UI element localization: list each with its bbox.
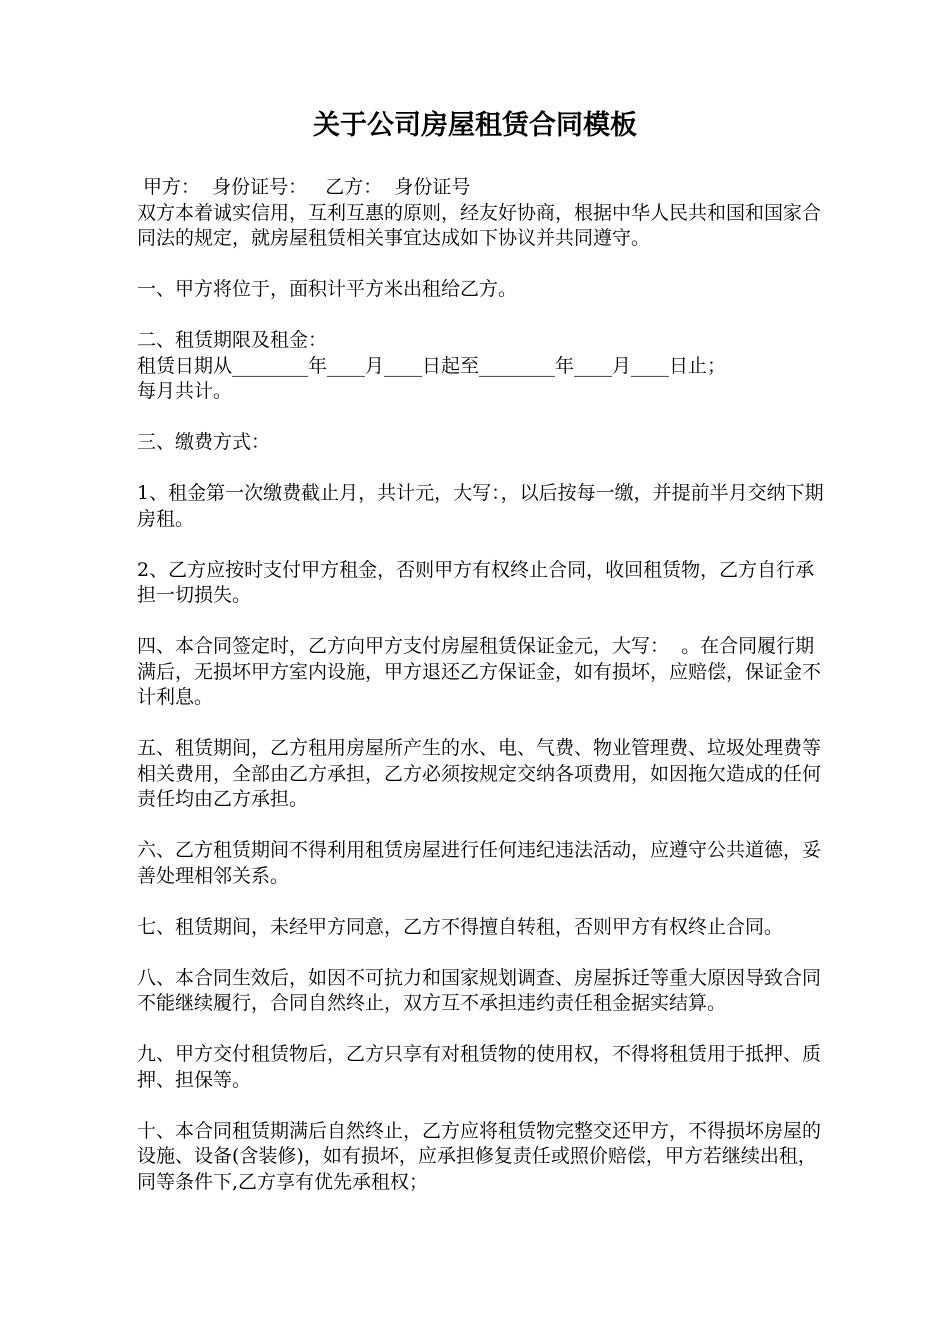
clause-10: 十、本合同租赁期满后自然终止，乙方应将租赁物完整交还甲方，不得损坏房屋的设施、设备(含装修)，如有损坏，应承担修复责任或照价赔偿，甲方若继续出租，同等条件下,乙方享有优先承租权； (137, 1119, 822, 1193)
clause-3-title: 三、缴费方式： (137, 431, 271, 453)
clause-2-monthly: 每月共计。 (137, 380, 233, 402)
clause-4: 四、本合同签定时，乙方向甲方支付房屋租赁保证金元，大写： 。在合同履行期满后，无损坏甲方室内设施，甲方退还乙方保证金，如有损坏，应赔偿，保证金不计利息。 (137, 635, 822, 708)
clause-9: 九、甲方交付租赁物后，乙方只享有对租赁物的使用权，不得将租赁用于抵押、质押、担保等。 (137, 1043, 822, 1091)
clause-3-item-1: 1、租金第一次缴费截止月，共计元，大写：，以后按每一缴，并提前半月交纳下期房租。 (137, 482, 824, 530)
clause-5: 五、租赁期间，乙方租用房屋所产生的水、电、气费、物业管理费、垃圾处理费等相关费用，全部由乙方承担，乙方必须按规定交纳各项费用，如因拖欠造成的任何责任均由乙方承担。 (137, 737, 822, 810)
clause-2-dates: 租赁日期从________年____月____日起至________年____月____日止； (137, 354, 727, 377)
intro-paragraph: 双方本着诚实信用，互利互惠的原则，经友好协商，根据中华人民共和国和国家合同法的规定，就房屋租赁相关事宜达成如下协议并共同遵守。 (137, 201, 822, 249)
clause-6: 六、乙方租赁期间不得利用租赁房屋进行任何违纪违法活动，应遵守公共道德，妥善处理相邻关系。 (137, 839, 822, 887)
clause-2-title: 二、租赁期限及租金： (137, 329, 328, 351)
clause-8: 八、本合同生效后，如因不可抗力和国家规划调查、房屋拆迁等重大原因导致合同不能继续履行，合同自然终止，双方互不承担违约责任租金据实结算。 (137, 966, 822, 1014)
clause-1: 一、甲方将位于，面积计平方米出租给乙方。 (137, 278, 518, 300)
clause-3-item-2: 2、乙方应按时支付甲方租金，否则甲方有权终止合同，收回租赁物，乙方自行承担一切损失。 (137, 558, 815, 606)
parties-line: 甲方： 身份证号： 乙方： 身份证号 (137, 176, 471, 198)
clause-7: 七、租赁期间，未经甲方同意，乙方不得擅自转租，否则甲方有权终止合同。 (137, 915, 784, 938)
document-body (137, 175, 827, 1195)
document-title: 关于公司房屋租赁合同模板 (313, 110, 637, 141)
